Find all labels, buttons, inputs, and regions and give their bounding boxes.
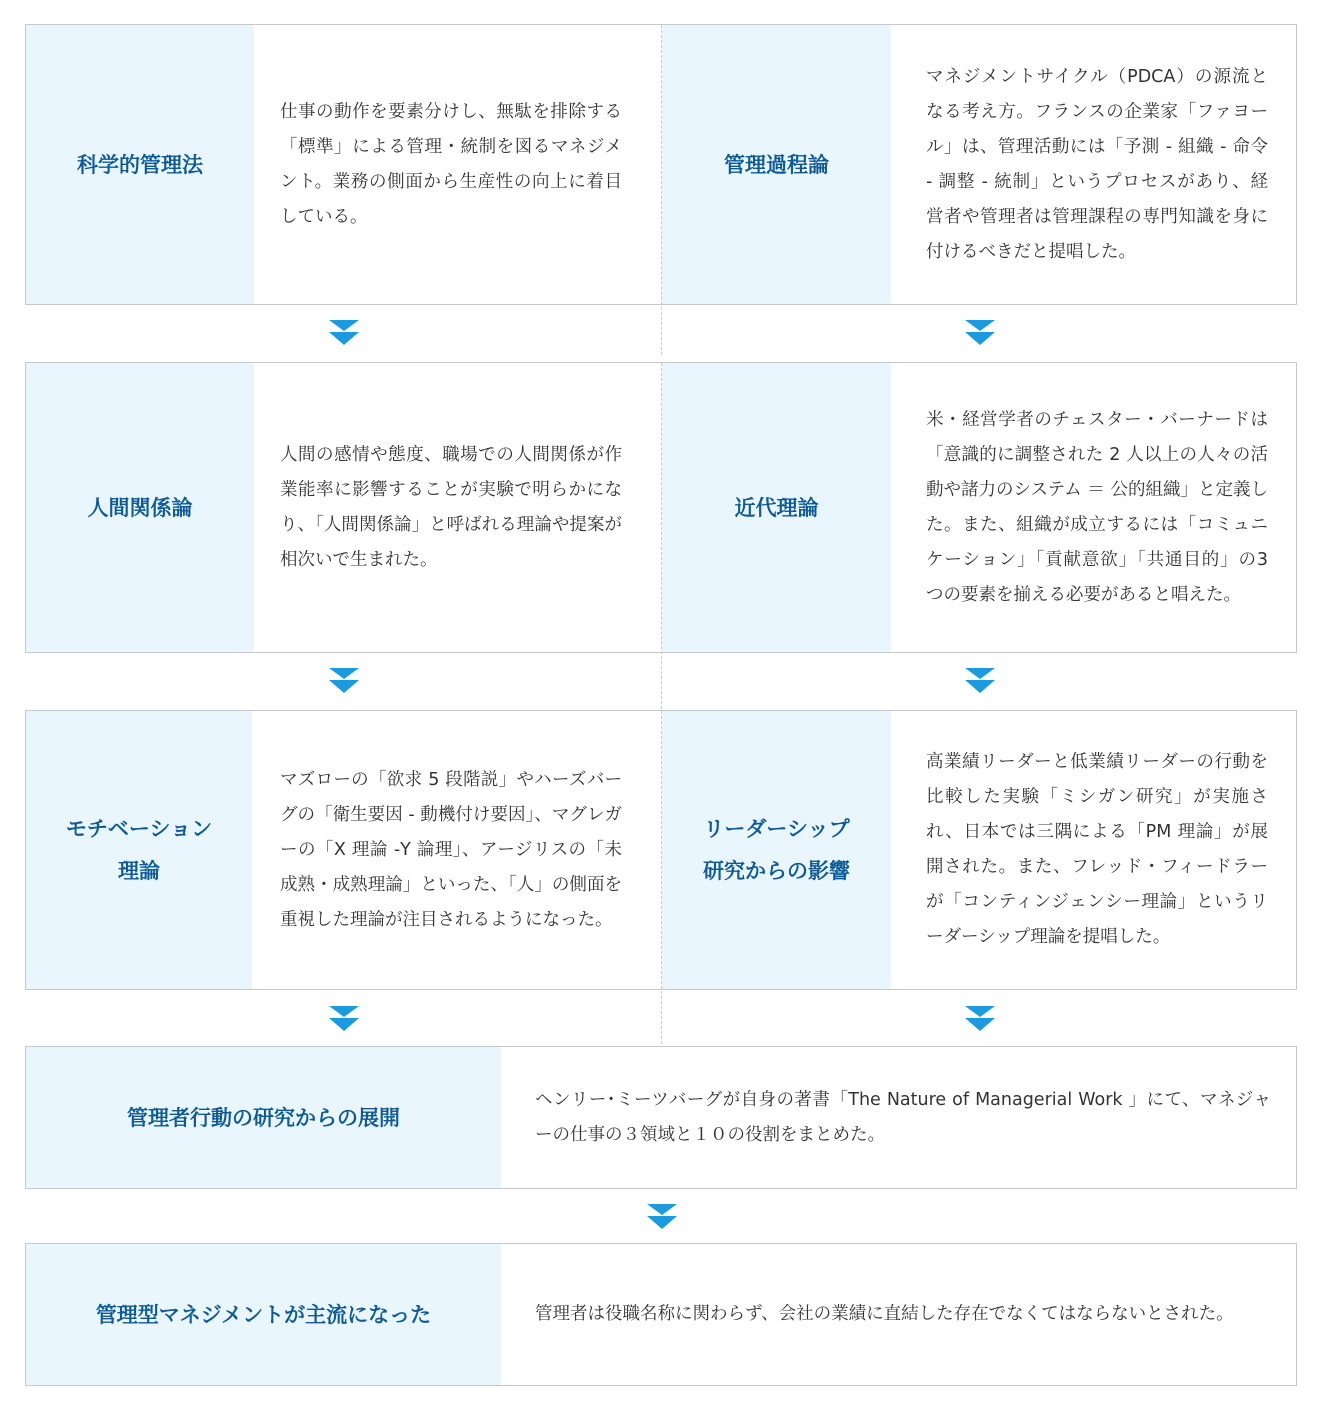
stage-4-description: ヘンリー･ミーツバーグが自身の著書「The Nature of Managerial Work 」にて、マネジャーの仕事の３領域と１０の役割をまとめた。: [535, 1089, 1271, 1145]
stage-3-left-title: モチベーション 理論: [26, 711, 252, 989]
stage-4-title: 管理者行動の研究からの展開: [26, 1047, 501, 1188]
stage-1-right-description: マネジメントサイクル（PDCA）の源流となる考え方。フランスの企業家「ファヨール」は、管理活動には「予測 - 組織 - 命令 - 調整 - 統制」というプロセスがあり、経営者や管理者は管理課程の専門知識を身に付けるべきだと提唱した。: [926, 66, 1268, 262]
down-arrow-icon: [964, 668, 996, 694]
stage-2-right-title: 近代理論: [662, 363, 891, 652]
down-arrow-icon: [646, 1204, 678, 1230]
stage-3-right-title: リーダーシップ 研究からの影響: [662, 711, 891, 989]
column-divider: [661, 711, 662, 1044]
stage-1-right-title: 管理過程論: [662, 25, 891, 304]
stage-2-left-description: 人間の感情や態度、職場での人間関係が作業能率に影響することが実験で明らかになり、「人間関係論」と呼ばれる理論や提案が相次いで生まれた。: [280, 444, 622, 570]
stage-2-left: [26, 363, 661, 652]
stage-1-left: [26, 25, 661, 304]
stage-5-title: 管理型マネジメントが主流になった: [26, 1244, 501, 1385]
stage-3-left: [26, 711, 661, 989]
stage-3-right-description: 高業績リーダーと低業績リーダーの行動を比較した実験「ミシガン研究」が実施され、日本では三隅による「PM 理論」が展開された。また、フレッド・フィードラーが「コンティンジェンシー理論」というリーダーシップ理論を提唱した。: [926, 752, 1268, 947]
stage-1-right: [662, 25, 1296, 304]
stage-2-right: [662, 363, 1296, 652]
stage-2-left-title: 人間関係論: [26, 363, 254, 652]
stage-5: [26, 1244, 1296, 1385]
column-divider: [661, 25, 662, 355]
down-arrow-icon: [328, 1006, 360, 1032]
stage-2-right-description: 米・経営学者のチェスター・バーナードは「意識的に調整された 2 人以上の人々の活動や諸力のシステム ＝ 公的組織」と定義した。また、組織が成立するには「コミュニケーション」「貢献意欲」「共通目的」の3つの要素を揃える必要があると唱えた。: [926, 409, 1268, 605]
stage-3-left-description: マズローの「欲求 5 段階説」やハーズバーグの「衛生要因 - 動機付け要因」、マグレガーの「X 理論 -Y 論理」、アージリスの「未成熟・成熟理論」といった、「人」の側面を重視した理論が注目されるようになった。: [280, 769, 622, 930]
stage-1-left-title: 科学的管理法: [26, 25, 254, 304]
column-divider: [661, 363, 662, 709]
stage-3-right: [662, 711, 1296, 989]
stage-4: [26, 1047, 1296, 1188]
stage-1-left-description: 仕事の動作を要素分けし、無駄を排除する「標準」による管理・統制を図るマネジメント。業務の側面から生産性の向上に着目している。: [280, 101, 622, 227]
down-arrow-icon: [964, 320, 996, 346]
down-arrow-icon: [964, 1006, 996, 1032]
down-arrow-icon: [328, 320, 360, 346]
down-arrow-icon: [328, 668, 360, 694]
stage-5-description: 管理者は役職名称に関わらず、会社の業績に直結した存在でなくてはならないとされた。: [535, 1304, 1234, 1324]
